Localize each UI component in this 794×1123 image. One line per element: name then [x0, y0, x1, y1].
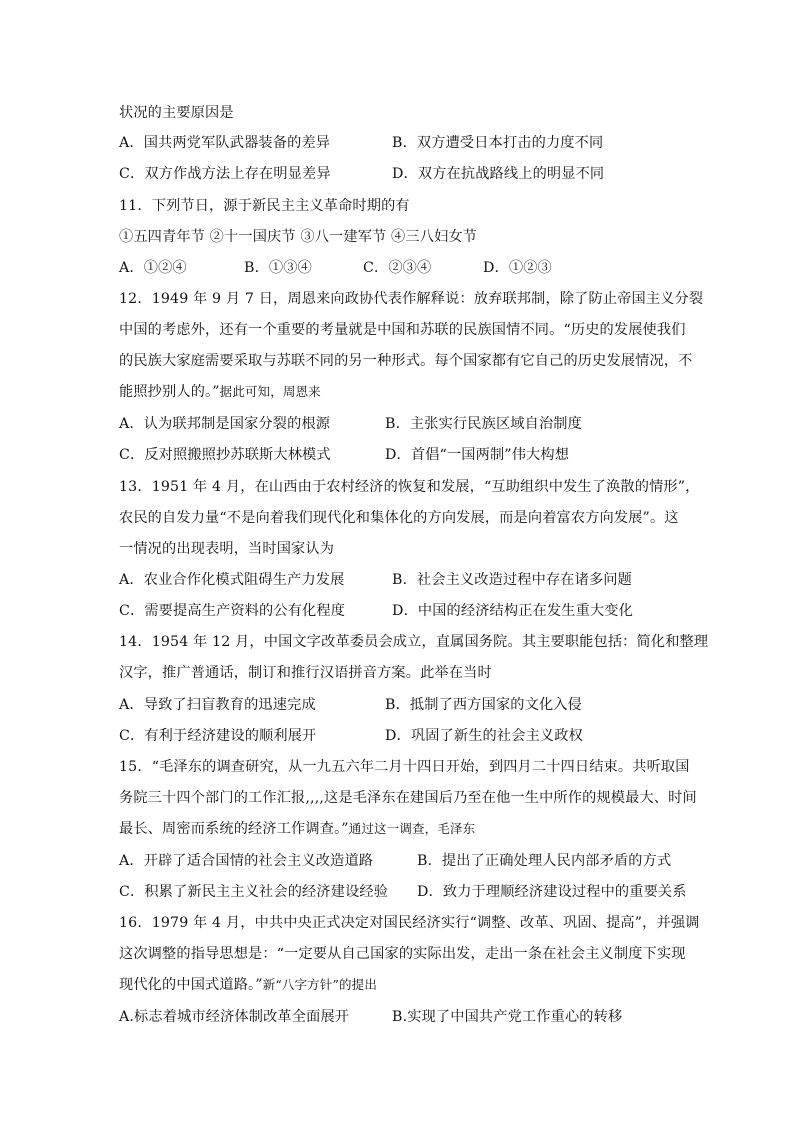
q14-stem-line: 14．1954 年 12 月，中国文字改革委员会成立，直属国务院。其主要职能包括：简化和整理: [119, 634, 709, 650]
q12-stem-line: 12．1949 年 9 月 7 日，周恩来向政协代表作解释说：放弃联邦制，除了防止帝国主义分裂: [119, 291, 704, 307]
q12-question: 据此可知，周恩来: [219, 384, 321, 399]
q11-option-a: A．①②④: [119, 260, 187, 276]
q13-stem-line: 农民的自发力量“不是向着我们现代化和集体化的方向发展，而是向着富农方向发展”。这: [119, 510, 679, 526]
q16-stem-last: [119, 975, 377, 995]
q12-stem-line: 的民族大家庭需要采取与苏联不同的另一种形式。每个国家都有它自己的历史发展情况，不: [119, 353, 693, 369]
q10-stem-cont: 状况的主要原因是: [119, 105, 234, 121]
q11-option-b: B．①③④: [244, 260, 312, 276]
q13-stem-line: 13．1951 年 4 月，在山西由于农村经济的恢复和发展，“互助组织中发生了涣散的情形”，: [119, 479, 700, 495]
q10-option-c: C．双方作战方法上存在明显差异: [119, 166, 331, 182]
q12-stem-last: [119, 382, 321, 402]
q15-question: 通过这一调查，毛泽东: [348, 821, 476, 836]
q15-stem-line: 务院三十四个部门的工作汇报,,,,这是毛泽东在建国后乃至在他一生中所作的规模最大、时间: [119, 790, 697, 806]
q15-stem-last: [119, 819, 475, 839]
q15-stem-line: 15．“毛泽东的调查研究，从一九五六年二月十四日开始，到四月二十四日结束。共听取国: [119, 759, 690, 775]
q15-quote-end: 最长、周密而系统的经济工作调查。”: [119, 821, 349, 837]
q16-stem-line: 这次调整的指导思想是：“一定要从自己国家的实际出发，走出一条在社会主义制度下实现: [119, 946, 686, 962]
q14-stem-line: 汉字，推广普通话，制订和推行汉语拼音方案。此举在当时: [119, 665, 492, 681]
q11-option-d: D．①②③: [483, 260, 552, 276]
q16-quote-end: 现代化的中国式道路。”: [119, 977, 263, 993]
q14-option-b: B．抵制了西方国家的文化入侵: [385, 697, 582, 713]
q14-option-a: A．导致了扫盲教育的迅速完成: [119, 697, 316, 713]
q14-option-c: C．有利于经济建设的顺利展开: [119, 728, 317, 744]
q16-option-b: B.实现了中国共产党工作重心的转移: [392, 1009, 623, 1025]
q13-option-b: B．社会主义改造过程中存在诸多问题: [392, 572, 632, 588]
q15-option-d: D．致力于理顺经济建设过程中的重要关系: [417, 884, 687, 900]
q10-option-a: A．国共两党军队武器装备的差异: [119, 135, 331, 151]
q10-option-b: B．双方遭受日本打击的力度不同: [392, 135, 604, 151]
q11-stem: 11．下列节日，源于新民主主义革命时期的有: [119, 198, 410, 214]
q12-stem-line: 中国的考虑外，还有一个重要的考量就是中国和苏联的民族国情不同。“历史的发展使我们: [119, 322, 686, 338]
q15-option-b: B．提出了正确处理人民内部矛盾的方式: [417, 853, 672, 869]
q14-option-d: D．巩固了新生的社会主义政权: [385, 728, 583, 744]
q13-option-a: A．农业合作化模式阻碍生产力发展: [119, 572, 345, 588]
q12-option-a: A．认为联邦制是国家分裂的根源: [119, 416, 331, 432]
q12-option-b: B．主张实行民族区域自治制度: [385, 416, 582, 432]
q13-option-d: D．中国的经济结构正在发生重大变化: [392, 603, 633, 619]
q16-option-a: A.标志着城市经济体制改革全面展开: [119, 1009, 350, 1025]
q12-quote-end: 能照抄别人的。”: [119, 384, 220, 400]
q13-stem-line: 一情况的出现表明，当时国家认为: [119, 541, 335, 557]
q16-stem-line: 16．1979 年 4 月，中共中央正式决定对国民经济实行“调整、改革、巩固、提高”，并强调: [119, 915, 700, 931]
q12-option-c: C．反对照搬照抄苏联斯大林模式: [119, 447, 331, 463]
q16-question: 新“八字方针”的提出: [262, 977, 377, 992]
q12-option-d: D．首倡“一国两制”伟大构想: [385, 447, 570, 463]
q11-items: ①五四青年节 ②十一国庆节 ③八一建军节 ④三八妇女节: [119, 229, 478, 245]
q15-option-a: A．开辟了适合国情的社会主义改造道路: [119, 853, 374, 869]
q10-option-d: D．双方在抗战路线上的明显不同: [392, 166, 605, 182]
q11-option-c: C．②③④: [363, 260, 432, 276]
q15-option-c: C．积累了新民主主义社会的经济建设经验: [119, 884, 389, 900]
q13-option-c: C．需要提高生产资料的公有化程度: [119, 603, 346, 619]
